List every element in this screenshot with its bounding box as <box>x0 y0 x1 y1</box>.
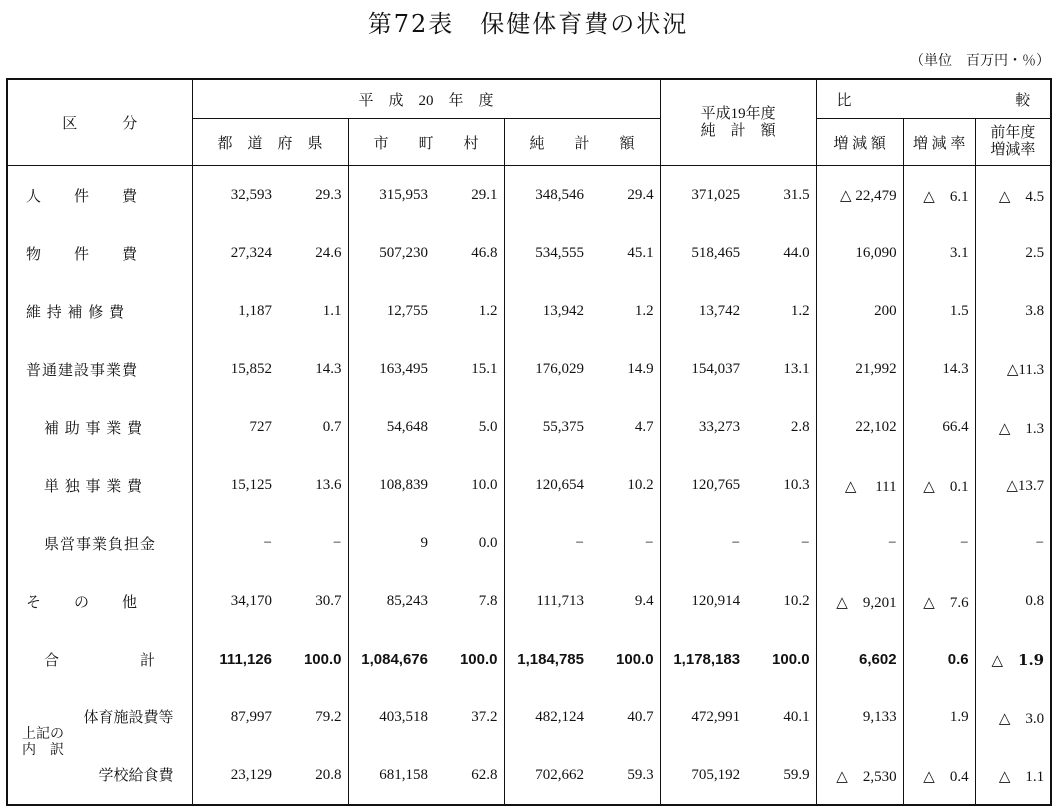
cell-h19: 120,914 <box>691 592 741 609</box>
cell-h19-pct: 31.5 <box>746 166 816 225</box>
cell-net: 55,375 <box>542 418 584 435</box>
total-muni: 1,084,676 <box>361 650 428 668</box>
header-h19-title: 平成19年度 <box>700 105 776 122</box>
header-row-1 <box>7 79 1051 119</box>
total-h19-pct: 100.0 <box>746 630 816 688</box>
cell-net: 348,546 <box>535 186 584 203</box>
cell-h19: 154,037 <box>691 360 741 377</box>
cell-muni: 108,839 <box>379 476 428 493</box>
cell-change: 200 <box>816 282 903 340</box>
cell-net: 120,654 <box>535 476 584 493</box>
total-muni-pct: 100.0 <box>434 630 504 688</box>
cell-net: 534,555 <box>535 244 584 261</box>
cell-h19-pct: 44.0 <box>746 224 816 282</box>
breakdown-label-line1: 上記の <box>22 726 64 742</box>
cell-change-rate: − <box>903 514 975 572</box>
cell-net-pct: 9.4 <box>590 572 660 630</box>
cell-net: 176,029 <box>535 360 584 377</box>
cell-pref: 23,129 <box>230 766 272 783</box>
total-change: 6,602 <box>816 630 903 688</box>
cell-muni-pct: 37.2 <box>434 688 504 746</box>
cell-pref-pct: − <box>278 514 348 572</box>
header-prev-rate-line2: 増減率 <box>990 142 1036 158</box>
cell-change: 9,133 <box>816 688 903 746</box>
cell-muni-pct: 5.0 <box>434 398 504 456</box>
header-prev-rate <box>975 119 1051 166</box>
cell-pref-pct: 30.7 <box>278 572 348 630</box>
cell-h19-pct: 10.3 <box>746 456 816 514</box>
cell-muni: 163,495 <box>379 360 428 377</box>
cell-prev-rate: − <box>1035 534 1045 551</box>
cell-h19: 120,765 <box>691 476 741 493</box>
breakdown-sub-label: 体育施設費等 <box>83 708 174 726</box>
header-h20: 平 成 20 年 度 <box>192 79 660 119</box>
table-row <box>7 514 1051 572</box>
total-pref-pct: 100.0 <box>278 630 348 688</box>
cell-prev-rate: △ 1.3 <box>998 420 1045 437</box>
cell-prev-rate: △ 1.1 <box>998 768 1045 785</box>
header-h19 <box>660 79 816 166</box>
cell-change-rate: △ 6.1 <box>903 166 975 225</box>
cell-change: △ 9,201 <box>816 572 903 630</box>
breakdown-row <box>7 746 1051 805</box>
breakdown-label-cell <box>7 746 192 805</box>
cell-h19-pct: 10.2 <box>746 572 816 630</box>
cell-change: − <box>816 514 903 572</box>
cell-prev-rate: △ 3.0 <box>998 710 1045 727</box>
cell-prev-rate: 0.8 <box>1025 592 1045 609</box>
header-net-total: 純 計 額 <box>504 119 660 166</box>
cell-net-pct: 1.2 <box>590 282 660 340</box>
cell-net: 482,124 <box>535 708 584 725</box>
row-label: 補 助 事 業 費 <box>7 398 192 456</box>
cell-net-pct: 4.7 <box>590 398 660 456</box>
cell-h19-pct: − <box>746 514 816 572</box>
cell-muni-pct: 1.2 <box>434 282 504 340</box>
cell-change-rate: △ 0.4 <box>903 746 975 805</box>
cell-pref-pct: 79.2 <box>278 688 348 746</box>
row-label: 人 件 費 <box>7 166 192 225</box>
cell-h19-pct: 1.2 <box>746 282 816 340</box>
row-label: そ の 他 <box>7 572 192 630</box>
cell-muni-pct: 10.0 <box>434 456 504 514</box>
cell-h19-pct: 2.8 <box>746 398 816 456</box>
table-row <box>7 224 1051 282</box>
cell-h19: 472,991 <box>691 708 741 725</box>
breakdown-label-cell <box>7 688 192 758</box>
cell-muni: 54,648 <box>386 418 428 435</box>
cell-net: − <box>575 534 584 551</box>
breakdown-row <box>7 688 1051 746</box>
cell-muni: 12,755 <box>386 302 428 319</box>
cell-h19: 518,465 <box>691 244 741 261</box>
header-comparison-b: 較 <box>1015 92 1031 109</box>
cell-change-rate: 1.9 <box>903 688 975 746</box>
cell-change: △ 111 <box>816 456 903 514</box>
table-row <box>7 456 1051 514</box>
cell-muni-pct: 7.8 <box>434 572 504 630</box>
total-label: 合 計 <box>7 630 192 688</box>
cell-pref-pct: 0.7 <box>278 398 348 456</box>
cell-muni: 85,243 <box>386 592 428 609</box>
cell-net: 111,713 <box>536 592 584 609</box>
cell-change-rate: 1.5 <box>903 282 975 340</box>
header-h19-sub: 純 計 額 <box>700 122 776 139</box>
table-row <box>7 282 1051 340</box>
cell-change: △ 22,479 <box>816 166 903 225</box>
cell-prev-rate: 3.8 <box>1025 302 1045 319</box>
health-sports-expense-table <box>6 78 1052 806</box>
cell-net-pct: − <box>590 514 660 572</box>
cell-muni: 9 <box>420 534 428 551</box>
header-change-rate: 増 減 率 <box>903 119 975 166</box>
cell-prev-rate: △13.7 <box>1006 477 1045 494</box>
header-change-amount: 増 減 額 <box>816 119 903 166</box>
cell-h19: 13,742 <box>698 302 741 319</box>
cell-muni: 403,518 <box>379 708 428 725</box>
cell-net-pct: 40.7 <box>590 688 660 746</box>
row-label: 県営事業負担金 <box>7 514 192 572</box>
cell-pref: 87,997 <box>230 708 272 725</box>
cell-pref: 15,852 <box>230 360 272 377</box>
cell-pref-pct: 20.8 <box>278 746 348 805</box>
header-prefectures: 都 道 府 県 <box>192 119 348 166</box>
cell-prev-rate: △11.3 <box>1006 361 1045 378</box>
total-net: 1,184,785 <box>517 650 584 668</box>
total-pref: 111,126 <box>219 650 272 668</box>
cell-h19-pct: 59.9 <box>746 746 816 805</box>
total-prev-rate: △ 1.9 <box>991 650 1045 669</box>
cell-h19-pct: 13.1 <box>746 340 816 398</box>
header-municipalities: 市 町 村 <box>348 119 504 166</box>
cell-net-pct: 45.1 <box>590 224 660 282</box>
table-row <box>7 398 1051 456</box>
cell-change: △ 2,530 <box>816 746 903 805</box>
cell-muni-pct: 15.1 <box>434 340 504 398</box>
row-label: 物 件 費 <box>7 224 192 282</box>
breakdown-label-line2: 内 訳 <box>22 742 64 758</box>
cell-change-rate: △ 7.6 <box>903 572 975 630</box>
table-row <box>7 340 1051 398</box>
cell-muni-pct: 46.8 <box>434 224 504 282</box>
cell-change: 21,992 <box>816 340 903 398</box>
cell-h19-pct: 40.1 <box>746 688 816 746</box>
cell-pref: 32,593 <box>230 186 272 203</box>
cell-pref: 15,125 <box>230 476 272 493</box>
total-row <box>7 630 1051 688</box>
cell-h19: − <box>731 534 741 551</box>
total-h19: 1,178,183 <box>673 650 741 668</box>
header-comparison <box>816 79 1051 119</box>
cell-muni-pct: 62.8 <box>434 746 504 805</box>
cell-h19: 371,025 <box>691 186 741 203</box>
total-net-pct: 100.0 <box>590 630 660 688</box>
cell-pref: − <box>263 534 272 551</box>
table-row <box>7 166 1051 225</box>
header-category: 区 分 <box>7 79 192 166</box>
row-label: 単 独 事 業 費 <box>7 456 192 514</box>
cell-muni: 507,230 <box>379 244 428 261</box>
table-row <box>7 572 1051 630</box>
cell-pref-pct: 29.3 <box>278 166 348 225</box>
cell-pref: 27,324 <box>230 244 272 261</box>
cell-change-rate: 14.3 <box>903 340 975 398</box>
cell-pref-pct: 24.6 <box>278 224 348 282</box>
cell-muni: 681,158 <box>379 766 428 783</box>
cell-muni-pct: 29.1 <box>434 166 504 225</box>
cell-net-pct: 14.9 <box>590 340 660 398</box>
cell-change-rate: 66.4 <box>903 398 975 456</box>
cell-pref: 34,170 <box>230 592 272 609</box>
cell-prev-rate: 2.5 <box>1025 244 1045 261</box>
cell-h19: 33,273 <box>698 418 741 435</box>
cell-change-rate: △ 0.1 <box>903 456 975 514</box>
row-label: 普通建設事業費 <box>7 340 192 398</box>
unit-note: （単位 百万円・％） <box>910 53 1050 69</box>
cell-pref: 1,187 <box>238 302 272 319</box>
breakdown-sub-label: 学校給食費 <box>98 766 174 784</box>
cell-muni: 315,953 <box>379 186 428 203</box>
total-change-rate: 0.6 <box>903 630 975 688</box>
header-comparison-a: 比 <box>836 92 852 109</box>
page-title: 第72表 保健体育費の状況 <box>367 10 689 38</box>
cell-change-rate: 3.1 <box>903 224 975 282</box>
cell-prev-rate: △ 4.5 <box>998 188 1045 205</box>
cell-change: 22,102 <box>816 398 903 456</box>
row-label: 維 持 補 修 費 <box>7 282 192 340</box>
cell-net: 13,942 <box>542 302 584 319</box>
cell-pref-pct: 13.6 <box>278 456 348 514</box>
cell-change: 16,090 <box>816 224 903 282</box>
cell-net-pct: 59.3 <box>590 746 660 805</box>
header-prev-rate-line1: 前年度 <box>990 125 1036 141</box>
cell-net-pct: 29.4 <box>590 166 660 225</box>
cell-h19: 705,192 <box>691 766 741 783</box>
cell-pref: 727 <box>249 418 272 435</box>
cell-pref-pct: 14.3 <box>278 340 348 398</box>
cell-muni-pct: 0.0 <box>434 514 504 572</box>
cell-net-pct: 10.2 <box>590 456 660 514</box>
cell-net: 702,662 <box>535 766 584 783</box>
cell-pref-pct: 1.1 <box>278 282 348 340</box>
